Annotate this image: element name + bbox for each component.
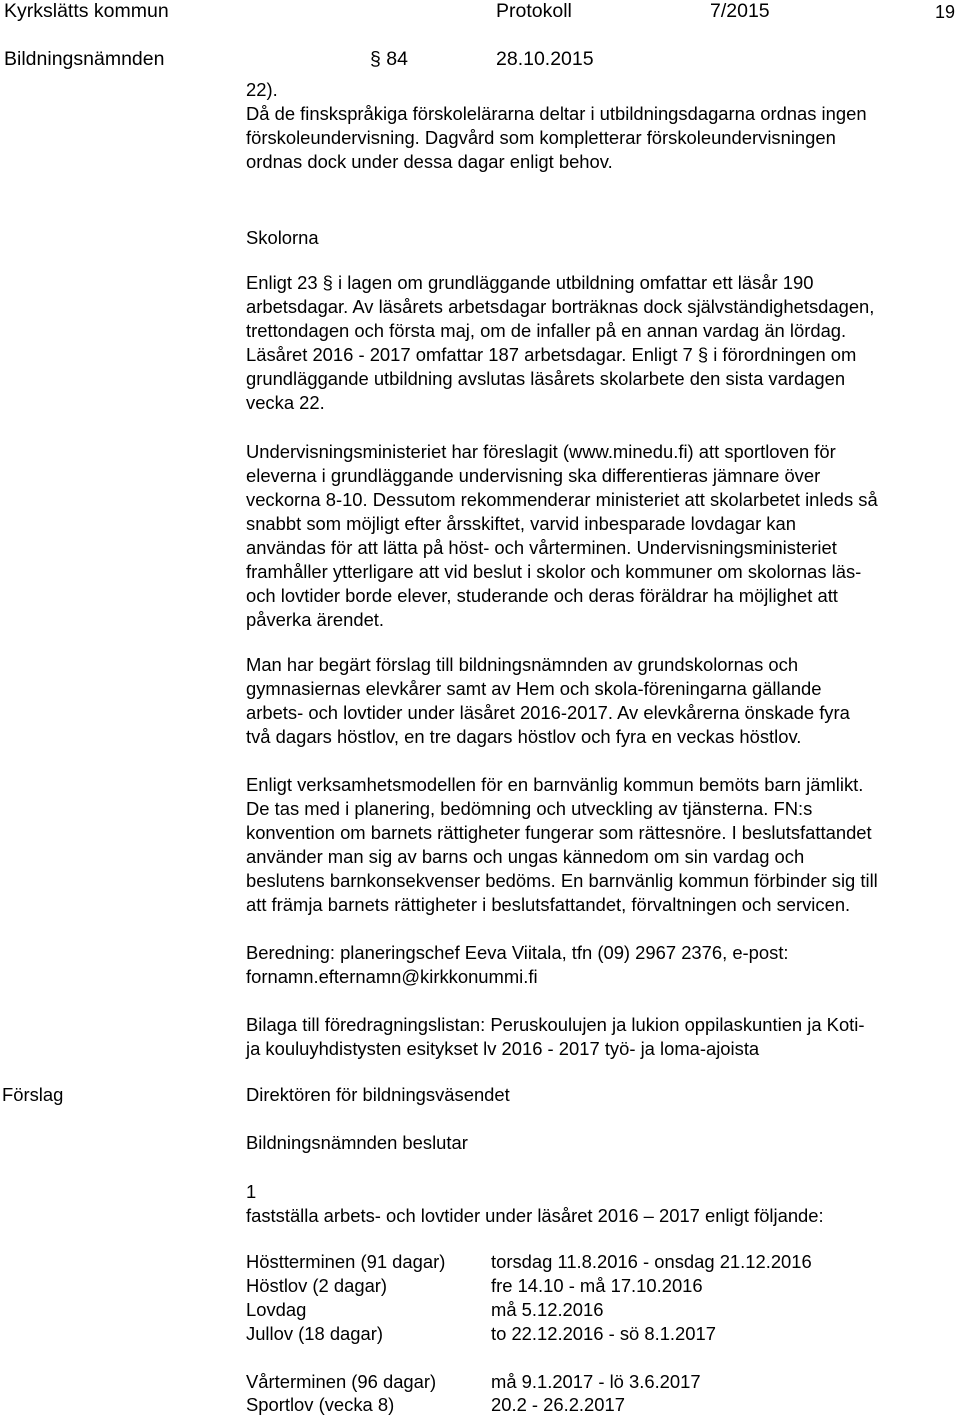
paragraph-ministry: [246, 440, 960, 632]
item-number: 1: [246, 1181, 257, 1202]
period-dates: må 5.12.2016: [491, 1299, 604, 1320]
text-line: ja kouluyhdistysten esitykset lv 2016 - 2017 työ- ja loma-ajoista: [246, 1038, 760, 1059]
text-line: 22).: [246, 79, 278, 100]
heading-text: Skolorna: [246, 227, 319, 248]
decision-item: [246, 1180, 960, 1228]
text-line: användas för att lätta på höst- och vårterminen. Undervisningsministeriet: [246, 537, 837, 558]
paragraph-preparation: [246, 941, 960, 989]
text-line: vecka 22.: [246, 392, 325, 413]
text-line: Då de finskspråkiga förskolelärarna deltar i utbildningsdagarna ordnas ingen: [246, 103, 867, 124]
proposer: [246, 1083, 960, 1107]
text-line: Enligt 23 § i lagen om grundläggande utbildning omfattar ett läsår 190: [246, 272, 814, 293]
text-line: konvention om barnets rättigheter fungerar som rättesnöre. I beslutsfattandet: [246, 822, 872, 843]
text-line: veckorna 8-10. Dessutom rekommenderar ministeriet att skolarbetet inleds så: [246, 489, 878, 510]
text-line: att främja barnets rättigheter i beslutsfattandet, förvaltningen och servicen.: [246, 894, 851, 915]
period-label: Sportlov (vecka 8): [246, 1394, 395, 1415]
text-line: De tas med i planering, bedömning och utveckling av tjänsterna. FN:s: [246, 798, 813, 819]
paragraph-child-friendly: [246, 773, 960, 917]
period-dates: to 22.12.2016 - sö 8.1.2017: [491, 1323, 716, 1344]
text-line: använder man sig av barns och ungas kännedom om sin vardag och: [246, 846, 805, 867]
period-dates: må 9.1.2017 - lö 3.6.2017: [491, 1371, 701, 1392]
decision-heading: [246, 1131, 960, 1155]
text-line: Bilaga till föredragningslistan: Peruskoulujen ja lukion oppilaskuntien ja Koti-: [246, 1014, 865, 1035]
period-label: Vårterminen (96 dagar): [246, 1371, 437, 1392]
text-line: och lovtider borde elever, studerande och deras föräldrar ha möjlighet att: [246, 585, 838, 606]
text-line: arbetsdagar. Av läsårets arbetsdagar borträknas dock självständighetsdagen,: [246, 296, 875, 317]
text-line: Man har begärt förslag till bildningsnämnden av grundskolornas och: [246, 654, 799, 675]
decision-text: Bildningsnämnden beslutar: [246, 1132, 468, 1153]
committee-name: Bildningsnämnden: [4, 48, 165, 70]
paragraph-attachment: [246, 1013, 960, 1061]
text-line: ordnas dock under dessa dagar enligt behov.: [246, 151, 613, 172]
page-number: 19: [935, 2, 956, 22]
period-dates: fre 14.10 - må 17.10.2016: [491, 1275, 703, 1296]
item-text: fastställa arbets- och lovtider under läsåret 2016 – 2017 enligt följande:: [246, 1205, 824, 1226]
text-line: trettondagen och första maj, om de infaller på en annan vardag än lördag.: [246, 320, 847, 341]
document-number: 7/2015: [710, 0, 770, 22]
text-line: eleverna i grundläggande undervisning ska differentieras jämnare över: [246, 465, 821, 486]
document-type: Protokoll: [496, 0, 572, 22]
text-line: förskoleundervisning. Dagvård som kompletterar förskoleundervisningen: [246, 127, 836, 148]
period-dates: 20.2 - 26.2.2017: [491, 1394, 625, 1415]
period-label: Lovdag: [246, 1299, 307, 1320]
text-line: framhåller ytterligare att vid beslut i skolor och kommuner om skolornas läs-: [246, 561, 862, 582]
text-line: två dagars höstlov, en tre dagars höstlov och fyra en veckas höstlov.: [246, 726, 802, 747]
period-label: Jullov (18 dagar): [246, 1323, 383, 1344]
meeting-date: 28.10.2015: [496, 48, 594, 70]
proposer-text: Direktören för bildningsväsendet: [246, 1084, 510, 1105]
section-number: § 84: [370, 48, 408, 70]
text-line: beslutens barnkonsekvenser bedöms. En barnvänlig kommun förbinder sig till: [246, 870, 878, 891]
paragraph-student-councils: [246, 653, 960, 749]
text-line: Undervisningsministeriet har föreslagit (www.minedu.fi) att sportloven för: [246, 441, 836, 462]
proposal-label: Förslag: [2, 1084, 64, 1105]
heading-schools: [246, 226, 960, 250]
text-line: arbets- och lovtider under läsåret 2016-2017. Av elevkårerna önskade fyra: [246, 702, 850, 723]
text-line: Enligt verksamhetsmodellen för en barnvänlig kommun bemöts barn jämlikt.: [246, 774, 864, 795]
text-line: Läsåret 2016 - 2017 omfattar 187 arbetsdagar. Enligt 7 § i förordningen om: [246, 344, 857, 365]
text-line: snabbt som möjligt efter årsskiftet, varvid inbesparade lovdagar kan: [246, 513, 796, 534]
municipality-name: Kyrkslätts kommun: [4, 0, 169, 22]
text-line: grundläggande utbildning avslutas läsårets skolarbete den sista vardagen: [246, 368, 846, 389]
period-label: Höstlov (2 dagar): [246, 1275, 388, 1296]
text-line: gymnasiernas elevkårer samt av Hem och skola-föreningarna gällande: [246, 678, 822, 699]
paragraph-preschool: [246, 78, 960, 174]
contact-email: fornamn.efternamn@kirkkonummi.fi: [246, 966, 538, 987]
text-line: påverka ärendet.: [246, 609, 385, 630]
period-label: Höstterminen (91 dagar): [246, 1251, 446, 1272]
period-dates: torsdag 11.8.2016 - onsdag 21.12.2016: [491, 1251, 812, 1272]
text-line: Beredning: planeringschef Eeva Viitala, tfn (09) 2967 2376, e-post:: [246, 942, 789, 963]
paragraph-school-year: [246, 271, 960, 415]
